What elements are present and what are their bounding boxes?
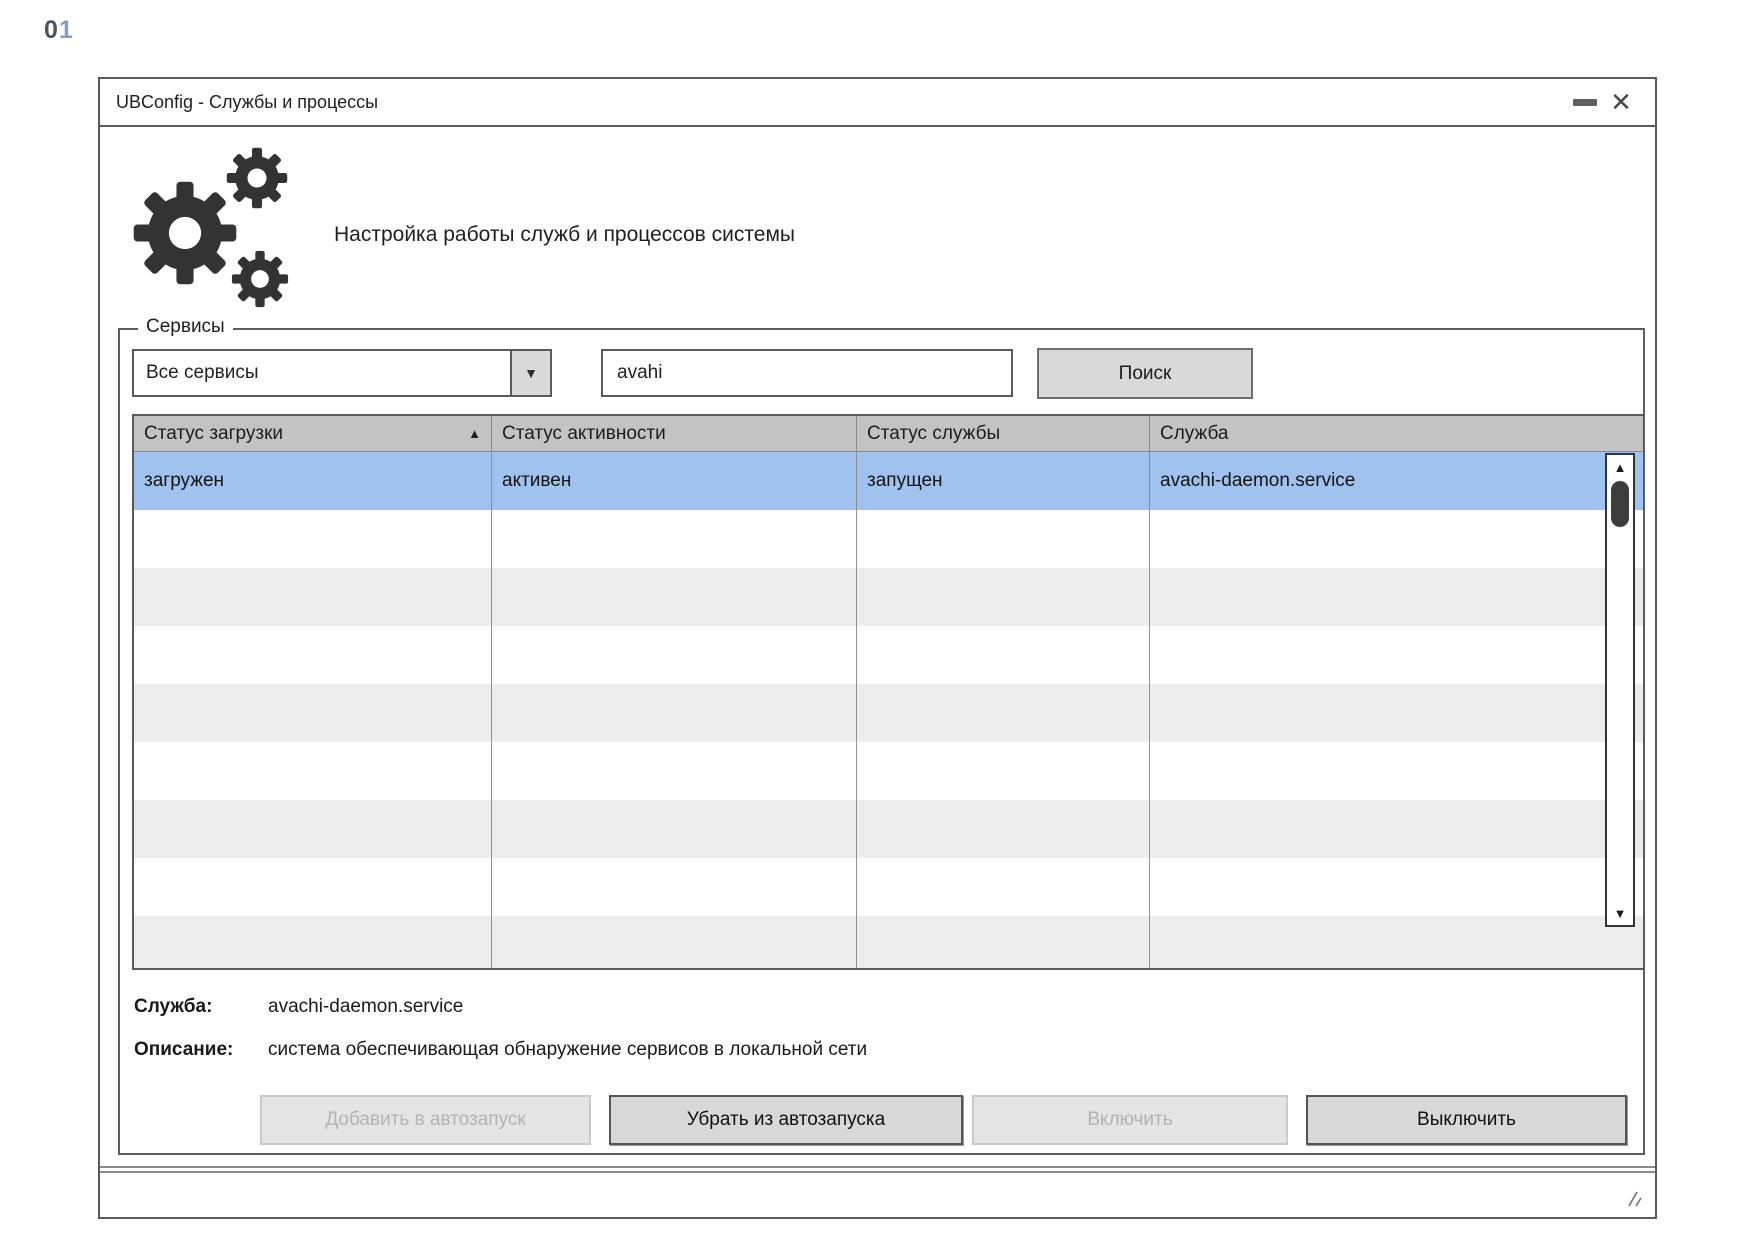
- table-row-empty: [134, 742, 1643, 800]
- table-row-empty: [134, 626, 1643, 684]
- minimize-button[interactable]: [1567, 84, 1603, 120]
- search-input-value: avahi: [617, 362, 663, 383]
- remove-from-autostart-button[interactable]: Убрать из автозапуска: [609, 1095, 963, 1145]
- add-to-autostart-button: Добавить в автозапуск: [260, 1095, 591, 1145]
- window-content: [100, 127, 1655, 1168]
- status-bar: [100, 1171, 1655, 1217]
- enable-button: Включить: [972, 1095, 1288, 1145]
- description-label: Описание:: [134, 1039, 234, 1060]
- window-title: UBConfig - Службы и процессы: [116, 91, 379, 112]
- service-value: avachi-daemon.service: [268, 996, 464, 1017]
- vertical-scrollbar[interactable]: [1605, 453, 1635, 927]
- table-header: [134, 416, 1643, 452]
- services-groupbox: [118, 316, 1645, 1155]
- scroll-down-icon[interactable]: ▼: [1613, 905, 1627, 921]
- chevron-down-icon: ▼: [524, 365, 538, 381]
- title-bar: [100, 79, 1655, 127]
- slide-number: 01: [44, 16, 74, 44]
- close-button[interactable]: [1603, 84, 1639, 120]
- table-row-empty: [134, 510, 1643, 568]
- column-header-service-status[interactable]: Статус службы: [857, 416, 1150, 451]
- disable-button[interactable]: Выключить: [1306, 1095, 1627, 1145]
- search-input[interactable]: [601, 349, 1013, 397]
- table-row-empty: [134, 916, 1643, 970]
- service-detail-row: [134, 996, 463, 1018]
- description-value: система обеспечивающая обнаружение сервисов в локальной сети: [268, 1039, 868, 1060]
- table-row-empty: [134, 800, 1643, 858]
- resize-grip-icon[interactable]: [1623, 1189, 1645, 1209]
- scroll-up-icon[interactable]: ▲: [1613, 459, 1627, 475]
- dropdown-selected-value: Все сервисы: [146, 362, 259, 383]
- column-header-load-status[interactable]: Статус загрузки ▲: [134, 416, 492, 451]
- table-row-empty: [134, 684, 1643, 742]
- description-detail-row: [134, 1039, 867, 1061]
- app-subtitle: Настройка работы служб и процессов системы: [334, 223, 795, 246]
- search-button[interactable]: Поиск: [1037, 348, 1253, 399]
- app-window: [98, 77, 1657, 1219]
- services-table: [132, 414, 1645, 970]
- dropdown-arrow-button[interactable]: [510, 351, 550, 395]
- column-header-active-status[interactable]: Статус активности: [492, 416, 857, 451]
- close-icon: ✕: [1610, 87, 1632, 117]
- groupbox-label: Сервисы: [138, 316, 233, 338]
- sort-ascending-icon: ▲: [468, 426, 481, 441]
- service-filter-dropdown[interactable]: [132, 349, 552, 397]
- table-row-empty: [134, 568, 1643, 626]
- minimize-icon: [1573, 99, 1597, 106]
- scrollbar-thumb[interactable]: [1611, 481, 1629, 527]
- table-row-empty: [134, 858, 1643, 916]
- column-header-service[interactable]: Служба: [1160, 422, 1229, 444]
- service-label: Служба:: [134, 996, 213, 1017]
- table-row-selected[interactable]: загружен активен запущен avachi-daemon.service: [134, 452, 1643, 510]
- gears-icon: [130, 143, 295, 316]
